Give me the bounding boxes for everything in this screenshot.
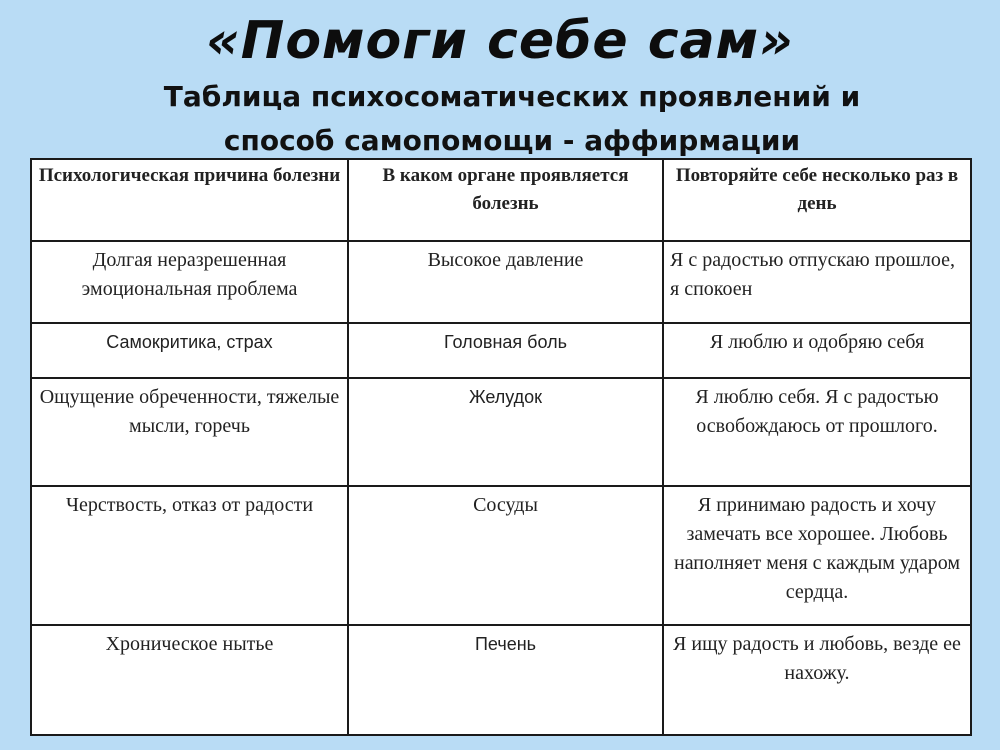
cell-affirmation: Я люблю себя. Я с радостью освобождаюсь от прошлого.: [663, 378, 971, 486]
cell-affirmation: Я люблю и одобряю себя: [663, 323, 971, 378]
column-header-organ: В каком органе проявляется болезнь: [348, 159, 663, 241]
cell-cause: Ощущение обреченности, тяжелые мысли, горечь: [31, 378, 348, 486]
cell-affirmation: Я принимаю радость и хочу замечать все хорошее. Любовь наполняет меня с каждым ударом сердца.: [663, 486, 971, 625]
cell-organ: Головная боль: [348, 323, 663, 378]
cell-organ: Сосуды: [348, 486, 663, 625]
table-row: [31, 323, 971, 378]
column-header-cause: Психологическая причина болезни: [31, 159, 348, 241]
table-header-row: [31, 159, 971, 241]
cell-affirmation: Я с радостью отпускаю прошлое, я спокоен: [663, 241, 971, 323]
table-row: [31, 486, 971, 625]
cell-cause: Хроническое нытье: [31, 625, 348, 735]
subtitle-line-1: Таблица психосоматических проявлений и: [163, 80, 861, 113]
table-row: [31, 625, 971, 735]
table-row: [31, 378, 971, 486]
cell-organ: Печень: [348, 625, 663, 735]
affirmations-table: [30, 158, 970, 734]
cell-affirmation: Я ищу радость и любовь, везде ее нахожу.: [663, 625, 971, 735]
cell-organ: Желудок: [348, 378, 663, 486]
cell-cause: Самокритика, страх: [31, 323, 348, 378]
column-header-affirmation: Повторяйте себе несколько раз в день: [663, 159, 971, 241]
page-title: «Помоги себе сам»: [206, 11, 794, 71]
table-row: [31, 241, 971, 323]
cell-cause: Долгая неразрешенная эмоциональная проблема: [31, 241, 348, 323]
psychosomatic-table: [30, 158, 972, 736]
cell-cause: Черствость, отказ от радости: [31, 486, 348, 625]
subtitle-line-2: способ самопомощи - аффирмации: [223, 124, 801, 157]
cell-organ: Высокое давление: [348, 241, 663, 323]
